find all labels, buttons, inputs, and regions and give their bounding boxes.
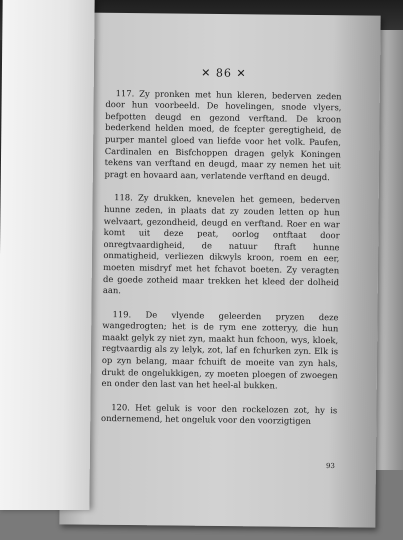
- page-number-header: ✕ 86 ✕: [201, 66, 247, 80]
- blank-paper-sheet: [0, 0, 95, 510]
- paragraph-120: 120. Het geluk is voor den rockelozen zot, hy is ondernemend, het ongeluk voor den voorzigtigen: [101, 401, 338, 427]
- paragraph-118: 118. Zy drukken, knevelen het gemeen, bederven hunne zeden, in plaats dat zy zouden letten op hun welvaart, gezondheid, deugd en verftand. Roer en war komt uit deze peat, oorlog ontftaat door onregtvaardigheid, de natuur ftraft hunne onmatigheid, verliezen dikwyls kroon, roem en eer, moeten misdryf met het fchavot boeten. Zy veragten de goede zotheid maar trekken het kleed der dolheid aan.: [102, 192, 341, 296]
- page-text-block: [101, 66, 342, 428]
- paragraph-117: 117. Zy pronken met hun kleren, bederven zeden door hun voorbeeld. De hovelingen, snode vlyers, befpotten deugd en gezond verftand. De kroon bederkend helden moed, de fcepter geregtigheid, de purper mantel gloed van liefde voor het volk. Paufen, Cardinalen en Bisfchoppen dragen gelyk Koningen tekens van verftand en deugd, maar zy nemen het uit pragt en hovaard aan, verlatende verftand en deugd.: [104, 87, 342, 182]
- catchword: 93: [325, 461, 335, 471]
- paragraph-119: 119. De vlyende geleerden pryzen deze wangedrogten; het is de rym ene zotteryy, die hun maakt gelyk zy niet zyn, maakt hun fchoon, wys, kloek, regtvaardig als zy lelyk, zot, laf en fchurken zyn. Elk is op zyn belang, maar fchuift de moeite van zyn hals, drukt de ongelukkigen, zy moeten ploegen of zwoegen en onder den last van het heel-al bukken.: [101, 308, 339, 391]
